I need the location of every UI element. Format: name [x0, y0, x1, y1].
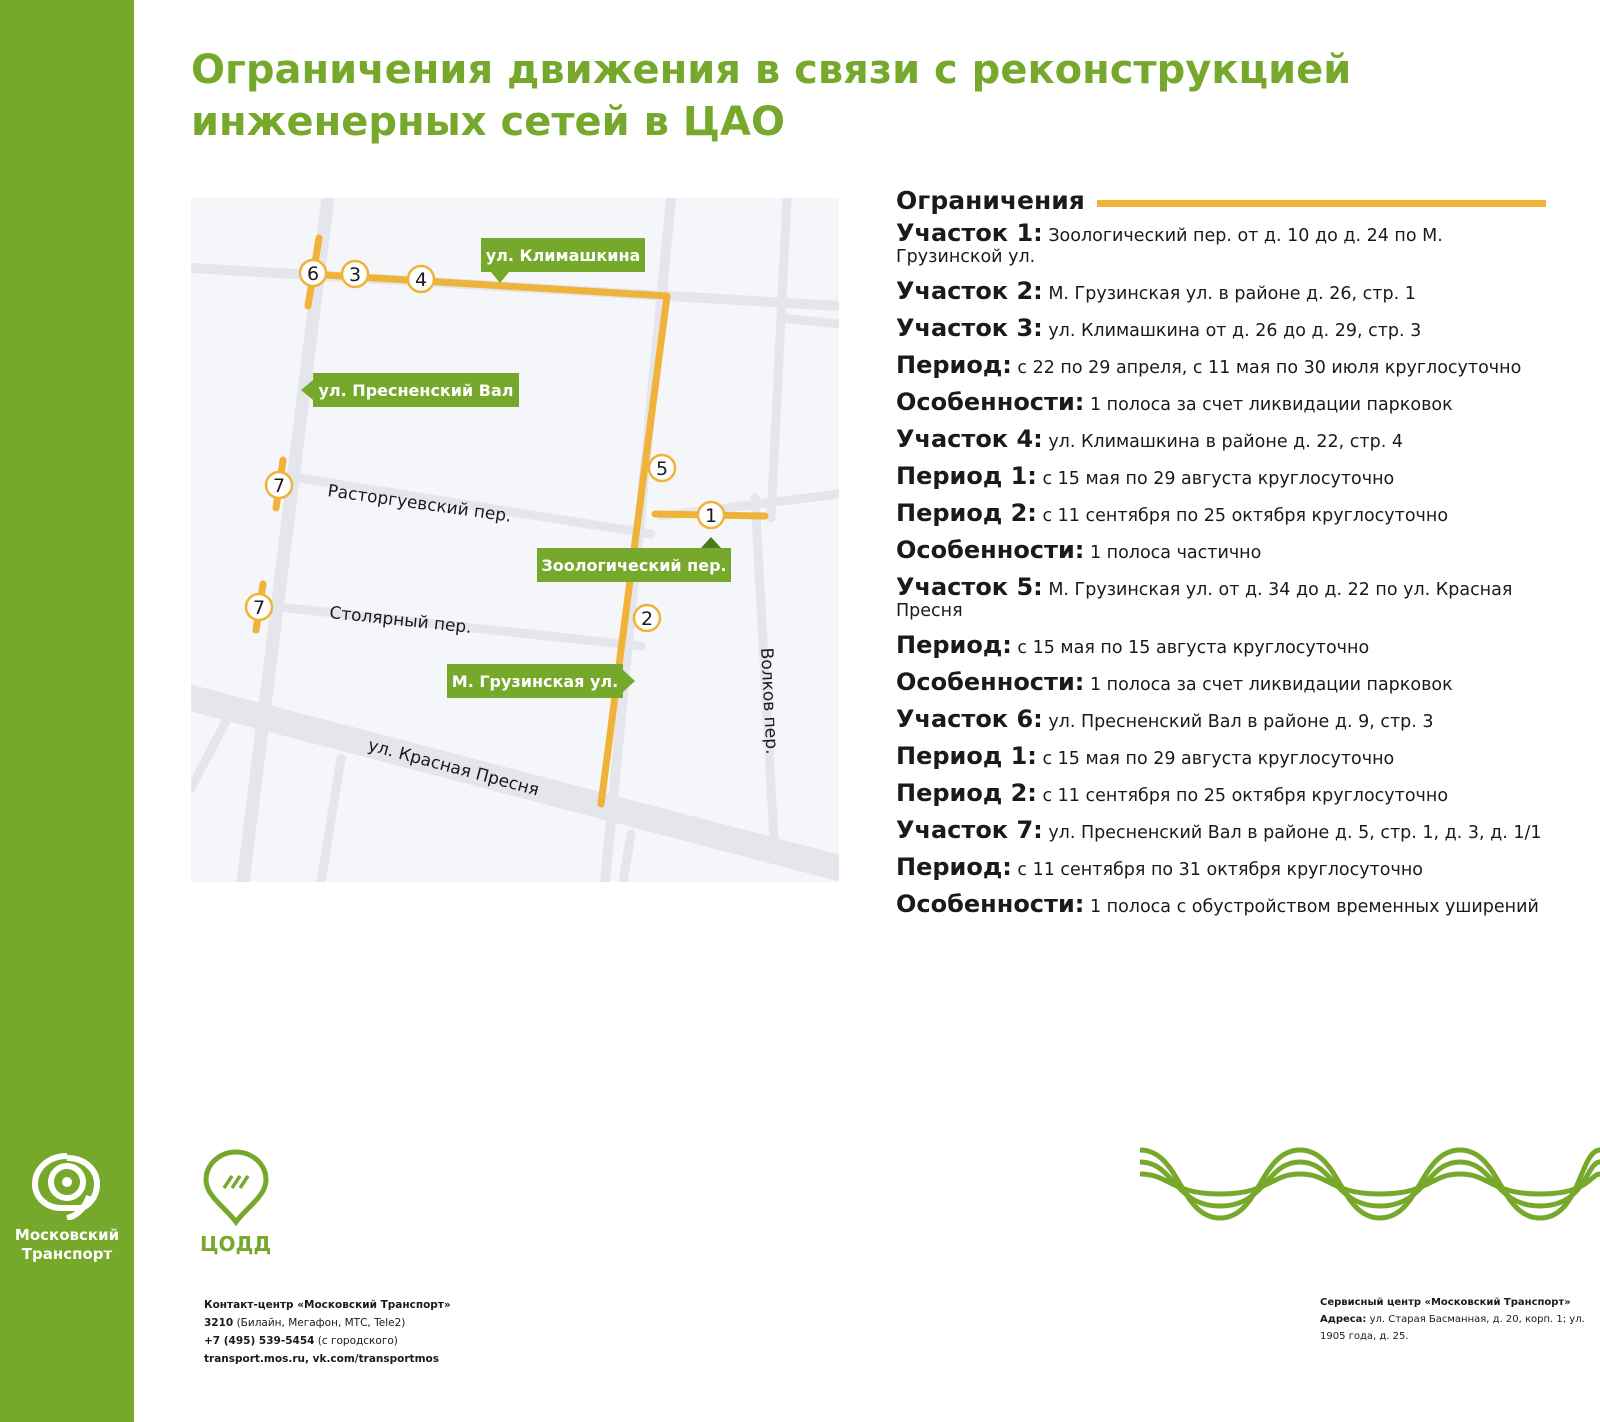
restriction-text: 1 полоса за счет ликвидации парковок [1089, 675, 1453, 695]
restriction-label: Участок 4: [896, 425, 1043, 453]
restriction-label: Особенности: [896, 668, 1085, 696]
restriction-text: с 11 сентября по 31 октября круглосуточно [1017, 860, 1423, 880]
restriction-item [896, 219, 1546, 268]
restriction-label: Участок 3: [896, 314, 1043, 342]
restriction-text: 1 полоса с обустройством временных уширений [1089, 897, 1539, 917]
svg-text:5: 5 [655, 458, 669, 480]
restriction-item [896, 314, 1546, 342]
tag-presnensky-val [301, 373, 519, 407]
restrictions-list [896, 219, 1546, 918]
svg-text:7: 7 [252, 597, 266, 619]
restriction-label: Период 2: [896, 499, 1037, 527]
restriction-label: Участок 7: [896, 816, 1043, 844]
wave-ornament-icon [1140, 1140, 1600, 1228]
restriction-text: с 11 сентября по 25 октября круглосуточно [1042, 506, 1449, 526]
restriction-text: ул. Климашкина в районе д. 22, стр. 4 [1048, 432, 1403, 452]
marker-3 [342, 261, 368, 287]
tag-m-gruzinskaya [447, 664, 635, 698]
restriction-label: Участок 2: [896, 277, 1043, 305]
svg-text:ул. Климашкина: ул. Климашкина [485, 246, 641, 265]
marker-4 [408, 266, 434, 292]
restriction-text: М. Грузинская ул. в районе д. 26, стр. 1 [1048, 284, 1416, 304]
restriction-item [896, 742, 1546, 770]
contact-phone: +7 (495) 539-5454 (с городского) [204, 1335, 398, 1347]
service-center-info [1320, 1294, 1592, 1345]
street-map [191, 198, 839, 882]
svg-text:4: 4 [414, 269, 428, 291]
restriction-text: ул. Пресненский Вал в районе д. 5, стр. 1, д. 3, д. 1/1 [1048, 823, 1542, 843]
restriction-label: Участок 6: [896, 705, 1043, 733]
logo-line-1: Московский [14, 1226, 120, 1244]
contact-center-info [204, 1296, 664, 1368]
marker-6 [300, 260, 326, 286]
restriction-item [896, 499, 1546, 527]
restriction-text: с 11 сентября по 25 октября круглосуточно [1042, 786, 1449, 806]
label-krasnaya-presnya: ул. Красная Пресня [365, 735, 542, 801]
svg-text:М. Грузинская ул.: М. Грузинская ул. [451, 672, 619, 691]
marker-2 [634, 605, 660, 631]
service-address: Адреса: ул. Старая Басманная, д. 20, корп. 1; ул. 1905 года, д. 25. [1320, 1314, 1585, 1342]
svg-text:3: 3 [348, 264, 362, 286]
restrictions-header [896, 186, 1546, 215]
svg-text:1: 1 [704, 505, 718, 527]
restriction-item [896, 631, 1546, 659]
restriction-item [896, 351, 1546, 379]
title-line-1: Ограничения движения в связи с реконструкцией [191, 47, 1352, 93]
restriction-text: Зоологический пер. от д. 10 до д. 24 по М. Грузинской ул. [896, 226, 1443, 267]
restriction-item [896, 277, 1546, 305]
restriction-item [896, 536, 1546, 564]
restrictions-panel [896, 186, 1546, 931]
nine-logo-icon [27, 1148, 107, 1220]
restriction-label: Период 1: [896, 742, 1037, 770]
restrictions-title: Ограничения [896, 186, 1085, 215]
svg-text:ул. Пресненский Вал: ул. Пресненский Вал [318, 381, 514, 400]
restriction-label: Период: [896, 853, 1012, 881]
header-divider [1097, 200, 1546, 207]
restriction-label: Период 2: [896, 779, 1037, 807]
restriction-text: с 22 по 29 апреля, с 11 мая по 30 июля круглосуточно [1017, 358, 1522, 378]
map-canvas [191, 198, 839, 882]
contact-title: Контакт-центр «Московский Транспорт» [204, 1299, 451, 1311]
restriction-text: с 15 мая по 15 августа круглосуточно [1017, 638, 1370, 658]
restriction-item [896, 668, 1546, 696]
restriction-label: Участок 1: [896, 219, 1043, 247]
svg-text:7: 7 [272, 475, 286, 497]
restriction-label: Период: [896, 631, 1012, 659]
marker-5 [649, 455, 675, 481]
label-rastorguevsky: Расторгуевский пер. [326, 481, 513, 527]
contact-short-number: 3210 (Билайн, Мегафон, МТС, Tele2) [204, 1317, 406, 1329]
restriction-item [896, 816, 1546, 844]
svg-text:Зоологический пер.: Зоологический пер. [541, 556, 727, 575]
road-side-east [781, 318, 839, 324]
restriction-label: Период: [896, 351, 1012, 379]
restriction-item [896, 890, 1546, 918]
marker-1 [698, 502, 724, 528]
label-stolyarny: Столярный пер. [328, 603, 473, 638]
codd-label: ЦОДД [200, 1232, 272, 1256]
codd-logo [200, 1148, 280, 1256]
contact-links: transport.mos.ru, vk.com/transportmos [204, 1353, 439, 1365]
restriction-text: ул. Пресненский Вал в районе д. 9, стр. 3 [1048, 712, 1434, 732]
svg-text:6: 6 [306, 263, 320, 285]
restriction-text: с 15 мая по 29 августа круглосуточно [1042, 469, 1395, 489]
moscow-transport-logo [0, 1148, 134, 1264]
restriction-item [896, 462, 1546, 490]
restriction-text: М. Грузинская ул. от д. 34 до д. 22 по ул. Красная Пресня [896, 580, 1513, 621]
restriction-label: Особенности: [896, 890, 1085, 918]
restriction-text: ул. Климашкина от д. 26 до д. 29, стр. 3 [1048, 321, 1422, 341]
restriction-item [896, 779, 1546, 807]
restriction-text: с 15 мая по 29 августа круглосуточно [1042, 749, 1395, 769]
restriction-item [896, 388, 1546, 416]
restriction-label: Особенности: [896, 536, 1085, 564]
service-title: Сервисный центр «Московский Транспорт» [1320, 1297, 1571, 1308]
restriction-item [896, 425, 1546, 453]
restriction-item [896, 853, 1546, 881]
restriction-item [896, 573, 1546, 622]
title-line-2: инженерных сетей в ЦАО [191, 99, 785, 145]
restriction-text: 1 полоса частично [1089, 543, 1262, 563]
page-title [191, 44, 1491, 148]
restriction-label: Участок 5: [896, 573, 1043, 601]
restriction-label: Особенности: [896, 388, 1085, 416]
svg-text:2: 2 [640, 608, 654, 630]
logo-line-2: Транспорт [21, 1245, 113, 1263]
restriction-item [896, 705, 1546, 733]
label-volkov: Волков пер. [756, 647, 782, 755]
codd-pin-icon [200, 1148, 272, 1226]
marker-7b [246, 594, 272, 620]
restriction-text: 1 полоса за счет ликвидации парковок [1089, 395, 1453, 415]
restriction-label: Период 1: [896, 462, 1037, 490]
marker-7a [266, 472, 292, 498]
